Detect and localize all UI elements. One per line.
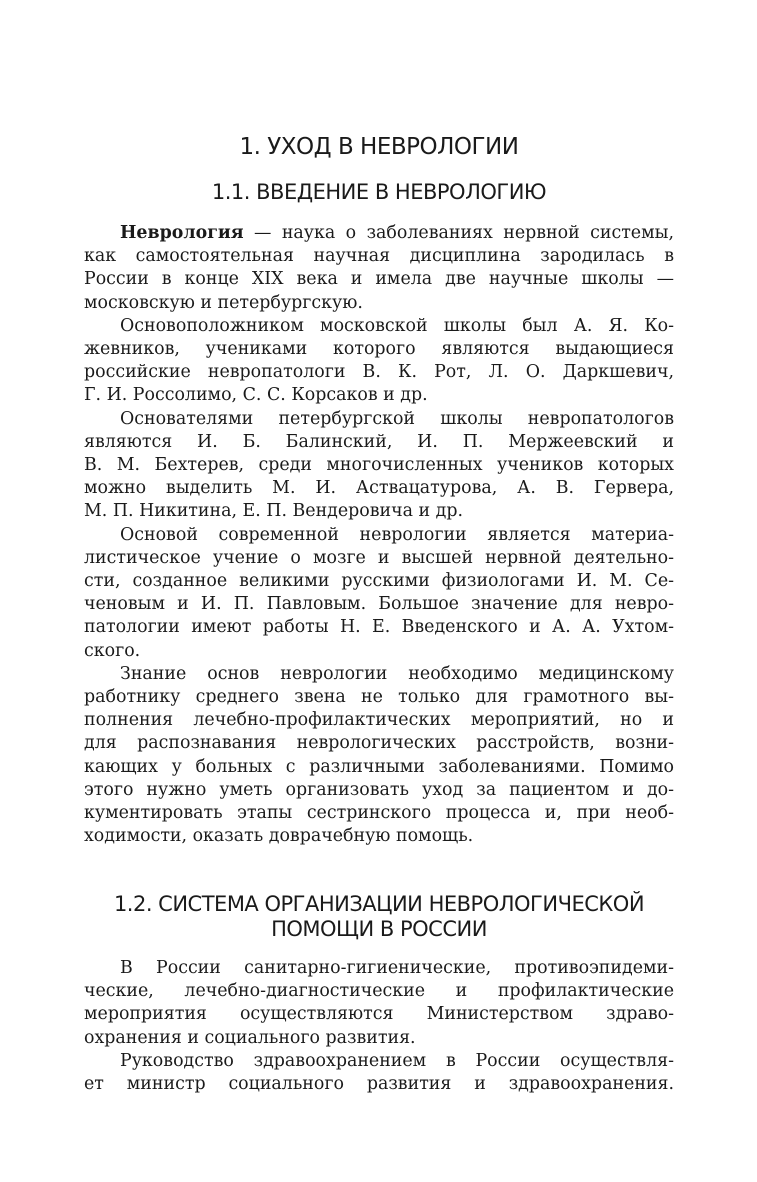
text-line: В. М. Бехтерев, среди многочисленных учеников которых (84, 455, 674, 476)
text-line: Г. И. Россолимо, С. С. Корсаков и др. (84, 385, 428, 406)
text-line: Руководство здравоохранением в России осуществля- (120, 1050, 674, 1071)
text-line: ского. (84, 640, 141, 661)
section-1-body (84, 222, 674, 848)
paragraph-2 (84, 315, 674, 408)
text-line: ченовым и И. П. Павловым. Большое значение для невро- (84, 594, 674, 615)
section-2-title-line-2: ПОМОЩИ В РОССИИ (271, 917, 487, 941)
text-line: полнения лечебно-профилактических мероприятий, но и (84, 710, 674, 731)
section-2-body (84, 957, 674, 1096)
paragraph-3 (84, 408, 674, 524)
text-line: охранения и социального развития. (84, 1027, 416, 1048)
term-neurology: Неврология (120, 223, 244, 243)
text-line: Основоположником московской школы был А. Я. Ко- (120, 315, 674, 336)
paragraph-6 (84, 957, 674, 1050)
chapter-title: 1. УХОД В НЕВРОЛОГИИ (239, 134, 519, 160)
paragraph-1 (84, 222, 674, 315)
text-line: сти, созданное великими русскими физиологами И. М. Се- (84, 571, 674, 592)
text-line: листическое учение о мозге и высшей нервной деятельно- (84, 547, 674, 568)
text-line: этого нужно уметь организовать уход за пациентом и до- (84, 779, 674, 800)
text-line: для распознавания неврологических расстройств, возни- (84, 733, 674, 754)
paragraph-7 (84, 1050, 674, 1096)
paragraph-5 (84, 663, 674, 849)
text-line: можно выделить М. И. Аствацатурова, А. В. Гервера, (84, 478, 674, 499)
text-line: М. П. Никитина, Е. П. Вендеровича и др. (84, 501, 464, 522)
text-line: Основой современной неврологии является материа- (120, 524, 674, 545)
text-line: ет министр социального развития и здравоохранения. (84, 1074, 674, 1095)
section-2-title (84, 892, 674, 942)
section-2-title-line-1: 1.2. СИСТЕМА ОРГАНИЗАЦИИ НЕВРОЛОГИЧЕСКОЙ (113, 892, 645, 916)
text-line: кающих у больных с различными заболеваниями. Помимо (84, 756, 674, 777)
text-line: являются И. Б. Балинский, И. П. Мержеевский и (84, 431, 674, 452)
text-line: ходимости, оказать доврачебную помощь. (84, 826, 474, 847)
text-line: жевников, учениками которого являются выдающиеся (84, 339, 674, 360)
text-line: как самостоятельная научная дисциплина зародилась в (84, 246, 674, 267)
text-line: России в конце XIX века и имела две научные школы — (84, 269, 674, 290)
section-1-title: 1.1. ВВЕДЕНИЕ В НЕВРОЛОГИЮ (211, 180, 547, 204)
text-line: кументировать этапы сестринского процесса и, при необ- (84, 803, 674, 824)
text-line: московскую и петербургскую. (84, 292, 363, 313)
text-line: российские невропатологи В. К. Рот, Л. О. Даркшевич, (84, 362, 674, 383)
text-line: мероприятия осуществляются Министерством здраво- (84, 1004, 674, 1025)
text-line: работнику среднего звена не только для грамотного вы- (84, 687, 674, 708)
text-line: Основателями петербургской школы невропатологов (120, 408, 674, 429)
text-line: Знание основ неврологии необходимо медицинскому (120, 663, 674, 684)
text-line: ческие, лечебно-диагностические и профилактические (84, 981, 674, 1002)
text-line: патологии имеют работы Н. Е. Введенского и А. А. Ухтом- (84, 617, 674, 638)
paragraph-4 (84, 524, 674, 663)
text-line: В России санитарно-гигиенические, противоэпидеми- (120, 958, 674, 978)
text-line: Неврология — наука о заболеваниях нервной системы, (120, 223, 674, 243)
